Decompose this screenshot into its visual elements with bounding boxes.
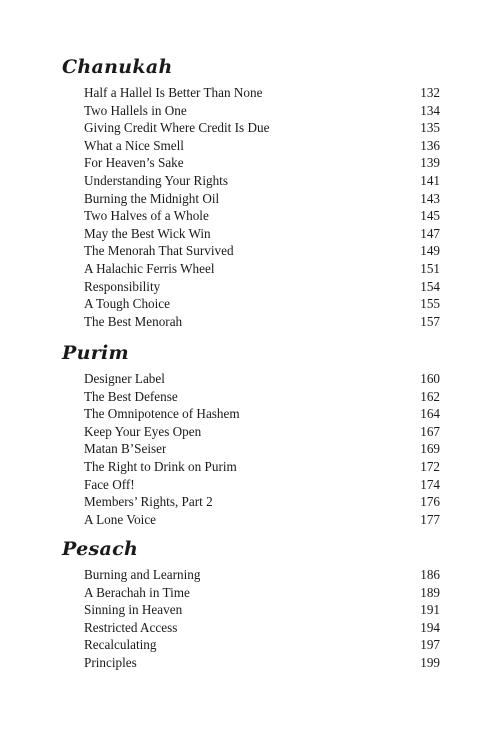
- toc-entry: [84, 172, 440, 190]
- entry-title: Two Hallels in One: [84, 102, 187, 118]
- entry-page-number: 149: [420, 243, 440, 259]
- toc-entry: [84, 636, 440, 654]
- entry-title: Giving Credit Where Credit Is Due: [84, 120, 270, 136]
- entry-title: Burning and Learning: [84, 567, 201, 582]
- entry-title: Burning the Midnight Oil: [84, 190, 220, 206]
- entry-title: A Tough Choice: [84, 296, 171, 312]
- toc-entry: [84, 619, 440, 637]
- entry-page-number: 189: [420, 584, 440, 600]
- toc-entry: [84, 601, 440, 619]
- entry-title: The Best Defense: [84, 388, 178, 404]
- entry-title: A Halachic Ferris Wheel: [84, 260, 215, 276]
- entry-page-number: 135: [420, 120, 440, 136]
- entry-title: A Lone Voice: [84, 511, 157, 527]
- entry-title: The Menorah That Survived: [84, 243, 234, 259]
- toc-entry: [84, 154, 440, 172]
- entry-title: Face Off!: [84, 476, 135, 492]
- entry-title: Principles: [84, 654, 137, 670]
- entry-page-number: 167: [420, 423, 440, 439]
- toc-entry: [84, 260, 440, 278]
- entry-page-number: 164: [420, 406, 440, 422]
- toc-entry: [84, 566, 440, 584]
- entry-page-number: 191: [420, 602, 440, 618]
- entry-page-number: 151: [420, 260, 440, 276]
- toc-entry: [84, 654, 440, 672]
- entry-page-number: 157: [420, 313, 440, 329]
- entry-title: The Omnipotence of Hashem: [84, 406, 240, 422]
- entry-page-number: 174: [420, 476, 440, 492]
- section-chanukah: [62, 56, 440, 330]
- toc-entry: [84, 225, 440, 243]
- entry-page-number: 136: [420, 137, 440, 153]
- entry-list: [62, 370, 440, 528]
- toc-entry: [84, 137, 440, 155]
- entry-page-number: 134: [420, 102, 440, 118]
- section-pesach: [62, 538, 440, 672]
- section-purim: [62, 342, 440, 528]
- toc-entry: [84, 295, 440, 313]
- entry-title: Matan B’Seiser: [84, 441, 167, 457]
- toc-entry: [84, 119, 440, 137]
- section-title: Pesach: [62, 538, 139, 560]
- entry-page-number: 143: [420, 190, 440, 206]
- entry-page-number: 169: [420, 441, 440, 457]
- entry-title: May the Best Wick Win: [84, 225, 211, 241]
- entry-list: [62, 84, 440, 330]
- toc-entry: [84, 84, 440, 102]
- toc-entry: [84, 493, 440, 511]
- entry-page-number: 132: [420, 85, 440, 100]
- entry-title: Members’ Rights, Part 2: [84, 494, 213, 510]
- entry-title: The Best Menorah: [84, 313, 183, 329]
- entry-page-number: 160: [420, 371, 440, 386]
- entry-title: For Heaven’s Sake: [84, 155, 184, 171]
- entry-title: Sinning in Heaven: [84, 602, 183, 618]
- entry-page-number: 197: [420, 637, 440, 653]
- entry-title: Keep Your Eyes Open: [84, 423, 202, 439]
- section-title: Purim: [62, 342, 129, 364]
- entry-title: The Right to Drink on Purim: [84, 458, 237, 474]
- entry-title: A Berachah in Time: [84, 584, 190, 600]
- toc-entry: [84, 405, 440, 423]
- entry-page-number: 162: [420, 388, 440, 404]
- toc-entry: [84, 190, 440, 208]
- entry-page-number: 154: [420, 278, 440, 294]
- entry-page-number: 176: [420, 494, 440, 510]
- entry-title: Half a Hallel Is Better Than None: [84, 85, 263, 100]
- entry-title: Restricted Access: [84, 619, 178, 635]
- entry-list: [62, 566, 440, 672]
- entry-title: Recalculating: [84, 637, 157, 653]
- entry-page-number: 172: [420, 458, 440, 474]
- toc-entry: [84, 370, 440, 388]
- entry-page-number: 141: [420, 172, 440, 188]
- entry-title: Two Halves of a Whole: [84, 208, 209, 224]
- entry-title: What a Nice Smell: [84, 137, 184, 153]
- toc-entry: [84, 102, 440, 120]
- toc-entry: [84, 440, 440, 458]
- toc-entry: [84, 458, 440, 476]
- toc-entry: [84, 511, 440, 529]
- entry-title: Responsibility: [84, 278, 161, 294]
- toc-entry: [84, 207, 440, 225]
- entry-page-number: 155: [420, 296, 440, 312]
- entry-page-number: 139: [420, 155, 440, 171]
- toc-entry: [84, 242, 440, 260]
- entry-page-number: 186: [420, 567, 440, 582]
- toc-entry: [84, 476, 440, 494]
- entry-page-number: 145: [420, 208, 440, 224]
- section-title: Chanukah: [62, 56, 173, 78]
- toc-entry: [84, 313, 440, 331]
- entry-title: Understanding Your Rights: [84, 172, 228, 188]
- entry-page-number: 199: [420, 654, 440, 670]
- entry-title: Designer Label: [84, 371, 165, 386]
- toc-entry: [84, 278, 440, 296]
- entry-page-number: 147: [420, 225, 440, 241]
- toc-entry: [84, 584, 440, 602]
- toc-entry: [84, 423, 440, 441]
- entry-page-number: 194: [420, 619, 440, 635]
- toc-entry: [84, 388, 440, 406]
- entry-page-number: 177: [420, 511, 440, 527]
